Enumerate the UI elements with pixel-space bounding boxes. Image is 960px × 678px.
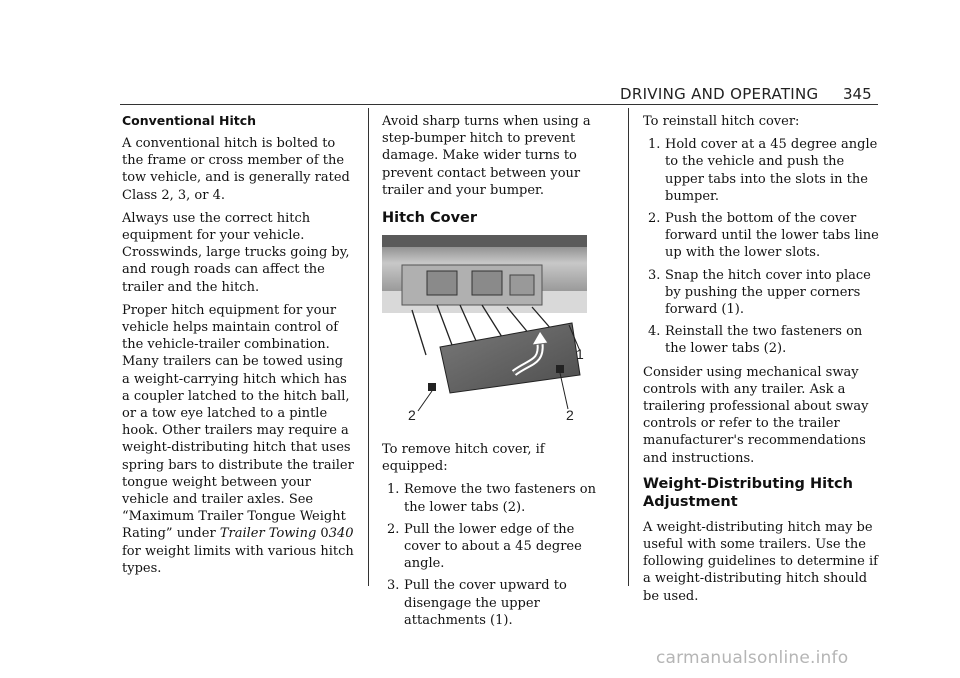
list-item — [382, 521, 614, 573]
step-number: 1. — [387, 482, 400, 498]
step-text: Reinstall the two fasteners on the lower tabs (2). — [665, 324, 863, 357]
callout-1-label: 1 — [576, 346, 584, 363]
header-divider — [120, 104, 878, 105]
paragraph: A conventional hitch is bolted to the frame or cross member of the tow vehicle, and is generally rated Class 2, 3, or 4. — [122, 136, 350, 203]
hitch-cover-illustration — [382, 235, 587, 429]
page-ref-number[interactable]: 340 — [328, 526, 354, 542]
paragraph: Always use the correct hitch equipment for your vehicle. Crosswinds, large trucks going by, and rough roads can affect the trailer and the hitch. — [122, 210, 350, 295]
column-2 — [382, 113, 614, 635]
conventional-hitch-heading: Conventional Hitch — [122, 113, 257, 128]
step-number: 3. — [648, 267, 661, 283]
section-title: DRIVING AND OPERATING — [620, 85, 819, 103]
weight-distributing-heading: Weight-Distributing Hitch Adjustment — [643, 475, 853, 510]
paragraph: To reinstall hitch cover: — [643, 114, 800, 129]
remove-steps-list — [382, 481, 614, 629]
paragraph: Avoid sharp turns when using a step-bumper hitch to prevent damage. Make wider turns to prevent contact between your trailer and your bumper. — [382, 114, 591, 198]
page-number: 345 — [843, 85, 872, 103]
column-divider-right — [628, 108, 629, 586]
hitch-cover-figure — [382, 235, 587, 429]
step-text: Pull the lower edge of the cover to about a 45 degree angle. — [404, 521, 582, 572]
step-number: 4. — [648, 324, 661, 340]
column-1 — [122, 113, 354, 583]
list-item — [643, 210, 881, 262]
paragraph: A weight-distributing hitch may be useful with some trailers. Use the following guidelines to determine if a weight-distributing hitch should be used. — [643, 519, 878, 604]
step-text: Hold cover at a 45 degree angle to the vehicle and push the upper tabs into the slots in the bumper. — [665, 137, 878, 204]
trailer-towing-link[interactable]: Trailer Towing — [219, 526, 317, 542]
watermark: carmanualsonline.info — [656, 648, 849, 668]
step-text: Push the bottom of the cover forward until the lower tabs line up with the lower slots. — [665, 211, 879, 261]
page-ref-symbol: 0 — [320, 526, 329, 542]
list-item — [382, 481, 614, 515]
step-number: 2. — [387, 521, 400, 537]
fastener-left — [428, 383, 436, 391]
step-number: 3. — [387, 578, 400, 594]
list-item — [643, 267, 881, 319]
list-item — [643, 136, 881, 205]
step-number: 1. — [648, 137, 661, 153]
reinstall-steps-list — [643, 136, 881, 357]
column-3 — [643, 113, 881, 611]
callout-2-label-right: 2 — [566, 407, 574, 424]
hitch-cover-heading: Hitch Cover — [382, 210, 478, 227]
step-text: Pull the cover upward to disengage the upper attachments (1). — [404, 578, 567, 628]
paragraph: To remove hitch cover, if equipped: — [382, 442, 545, 475]
paragraph — [122, 302, 354, 577]
list-item — [643, 323, 881, 357]
column-divider-left — [368, 108, 369, 586]
paragraph: Consider using mechanical sway controls with any trailer. Ask a trailering professional about sway controls or refer to the trailer manufacturer's recommendations and instructions. — [643, 364, 869, 466]
paragraph-text: for weight limits with various hitch types. — [122, 543, 354, 576]
paragraph-text: Proper hitch equipment for your vehicle helps maintain control of the vehicle-trailer combination. Many trailers can be towed using a weight-carrying hitch which has a coupler latched to the hitch ball, or a tow eye latched to a pintle hook. Other trailers may require a weight-distributing hitch that uses spring bars to distribute the trailer tongue weight between your vehicle and trailer axles. See “Maximum Trailer Tongue Weight Rating” under — [122, 302, 354, 542]
step-number: 2. — [648, 211, 661, 227]
callout-2-label-left: 2 — [408, 407, 416, 424]
fastener-right — [556, 365, 564, 373]
list-item — [382, 577, 614, 629]
step-text: Remove the two fasteners on the lower tabs (2). — [404, 482, 596, 515]
page-header — [0, 85, 960, 105]
step-text: Snap the hitch cover into place by pushing the upper corners forward (1). — [665, 267, 871, 318]
